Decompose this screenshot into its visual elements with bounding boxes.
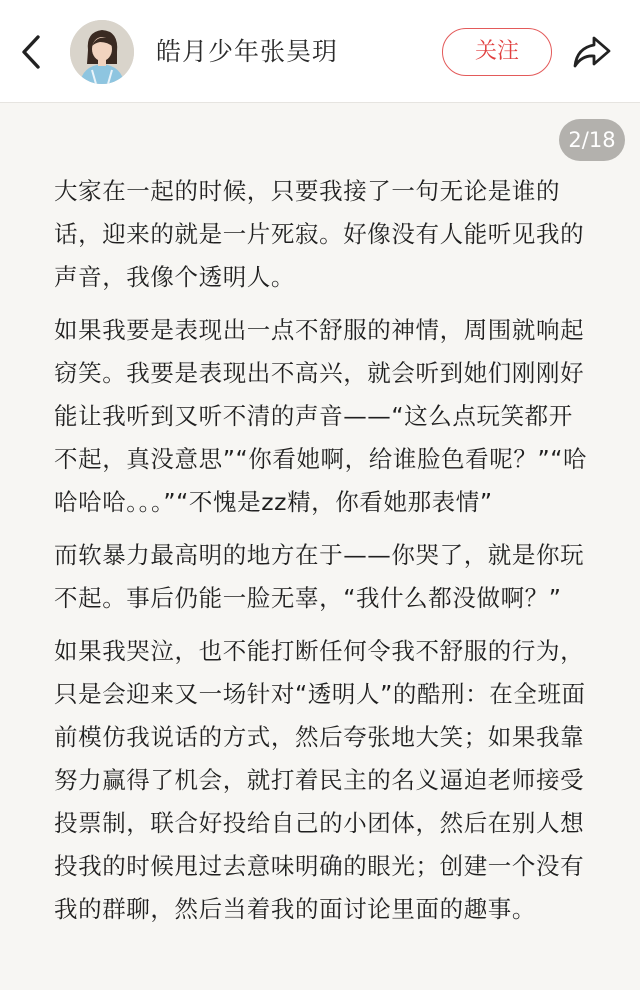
share-arrow-icon	[570, 30, 614, 74]
article-paragraph: 而软暴力最高明的地方在于——你哭了，就是你玩不起。事后仍能一脸无辜，“我什么都没做啊？”	[54, 541, 585, 612]
article-paragraph: 大家在一起的时候，只要我接了一句无论是谁的话，迎来的就是一片死寂。好像没有人能听见我的声音，我像个透明人。	[54, 177, 585, 291]
article-paragraph: 如果我要是表现出一点不舒服的神情，周围就响起窃笑。我要是表现出不高兴，就会听到她们刚刚好能让我听到又听不清的声音——“这么点玩笑都开不起，真没意思”“你看她啊，给谁脸色看呢？”“哈哈哈哈。。。”“不愧是zz精，你看她那表情”	[54, 316, 588, 516]
article-paragraph: 如果我哭泣，也不能打断任何令我不舒服的行为，只是会迎来又一场针对“透明人”的酷刑：在全班面前模仿我说话的方式，然后夸张地大笑；如果我靠努力赢得了机会，就打着民主的名义逼迫老师接受投票制，联合好投给自己的小团体，然后在别人想投我的时候甩过去意味明确的眼光；创建一个没有我的群聊，然后当着我的面讨论里面的趣事。	[54, 637, 586, 923]
share-button[interactable]	[570, 30, 614, 74]
article-body	[54, 170, 588, 941]
chevron-left-icon	[14, 32, 48, 72]
avatar-icon	[70, 20, 134, 84]
author-avatar[interactable]	[70, 20, 134, 84]
author-name[interactable]: 皓月少年张昊玥	[156, 37, 339, 66]
top-bar	[0, 0, 640, 103]
follow-button[interactable]: 关注	[442, 28, 552, 76]
article-viewport[interactable]	[0, 103, 640, 990]
page-indicator-badge: 2/18	[559, 119, 625, 161]
back-button[interactable]	[14, 32, 48, 72]
bottom-fade	[0, 972, 640, 990]
